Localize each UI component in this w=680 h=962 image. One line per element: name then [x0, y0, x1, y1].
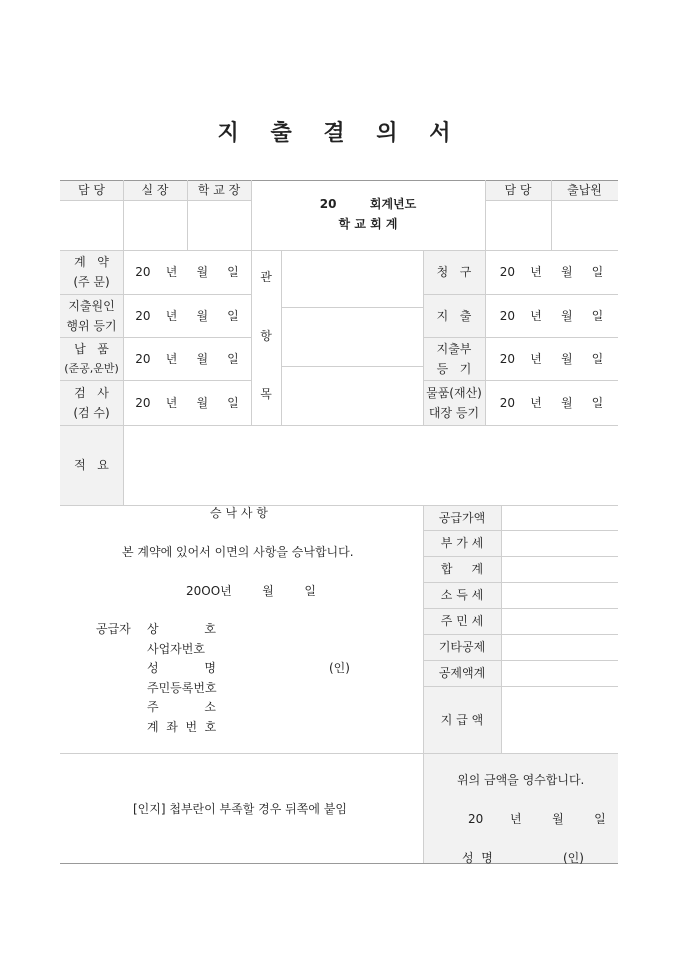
- category-hang: 항: [260, 329, 272, 343]
- amount-payment: 지 급 액: [440, 712, 484, 727]
- category-mok: 목: [260, 387, 272, 401]
- approval-header-charge: 담 당: [78, 183, 105, 197]
- field-address: 주 소: [147, 700, 216, 714]
- category-gwan: 관: [260, 270, 272, 284]
- field-seal: (인): [329, 661, 350, 675]
- row-label-claim: [423, 250, 485, 294]
- rule: [60, 200, 251, 201]
- date-inspection: 20 년 월 일: [135, 395, 239, 410]
- approval-date: 20OO년 월 일: [186, 584, 316, 598]
- row-label-ledger: [423, 337, 485, 380]
- fiscal-year: 20 회계년도: [319, 197, 417, 211]
- field-resident-number: 주민등록번호: [147, 681, 217, 695]
- date-claim: 20 년 월 일: [499, 265, 604, 279]
- rule: [60, 505, 618, 506]
- approval-statement: 본 계약에 있어서 이면의 사항을 승낙합니다.: [122, 545, 354, 559]
- amount-deduction-total: 공제액계: [438, 666, 486, 680]
- row-label-line: (주 문): [73, 275, 110, 289]
- rule: [501, 505, 502, 753]
- row-label-line: 납 품: [74, 341, 109, 356]
- row-label-line: (준공,운반): [64, 361, 119, 375]
- row-label-line: 물품(재산): [426, 385, 482, 400]
- row-label-line: (검 수): [73, 405, 110, 420]
- approval-heading: 승 낙 사 항: [210, 506, 268, 520]
- amount-income-tax: 소 득 세: [440, 588, 484, 602]
- rule: [60, 425, 618, 426]
- row-label-line: 행위 등기: [66, 318, 117, 333]
- approval-header-director: 실 장: [141, 183, 169, 197]
- row-label-inspection: [60, 380, 123, 425]
- receipt-bg: [423, 753, 618, 863]
- row-label-expenditure: [423, 294, 485, 337]
- row-label-line: 청 구: [436, 265, 472, 279]
- amount-vat: 부 가 세: [440, 536, 484, 550]
- date-expenditure: 20 년 월 일: [499, 308, 604, 323]
- receipt-date: 20 년 월 일: [468, 812, 606, 826]
- receipt-seal: (인): [563, 851, 584, 865]
- row-label-line: 계 약: [74, 255, 109, 269]
- amount-total: 합 계: [440, 562, 484, 576]
- row-label-line: 대장 등기: [428, 405, 480, 420]
- approval-header-charge-right: 담 당: [504, 183, 532, 197]
- field-business-number: 사업자번호: [147, 642, 205, 656]
- approval-header-cashier: 출납원: [567, 183, 602, 197]
- row-label-property-ledger: [423, 380, 485, 425]
- field-name: 성 명: [147, 661, 216, 675]
- supplier-label: 공급자: [96, 622, 131, 636]
- row-label-contract: [60, 250, 123, 294]
- row-label-delivery: [60, 337, 123, 380]
- field-account-number: 계 좌 번 호: [147, 720, 217, 734]
- date-expenditure-cause: 20 년 월 일: [135, 308, 239, 323]
- amount-resident-tax: 주 민 세: [440, 614, 484, 628]
- rule: [281, 250, 282, 425]
- date-property-ledger: 20 년 월 일: [499, 395, 604, 410]
- approval-header-principal: 학 교 장: [197, 183, 241, 197]
- date-ledger: 20 년 월 일: [499, 351, 604, 366]
- summary-label: 적 요: [74, 458, 109, 472]
- row-label-line: 등 기: [436, 361, 472, 376]
- amount-supply-value: 공급가액: [438, 510, 486, 525]
- receipt-name-label: 성 명: [462, 851, 493, 865]
- row-label-line: 지출부: [436, 341, 472, 356]
- rule: [281, 307, 423, 308]
- date-contract: 20 년 월 일: [135, 265, 239, 279]
- date-delivery: 20 년 월 일: [135, 351, 239, 366]
- row-label-expenditure-cause: [60, 294, 123, 337]
- row-label-line: 지 출: [436, 308, 472, 323]
- field-trade-name: 상 호: [147, 622, 216, 636]
- row-label-line: 지출원인: [68, 298, 115, 313]
- row-label-line: 검 사: [74, 385, 109, 400]
- rule: [60, 753, 618, 754]
- amount-other-deduction: 기타공제: [438, 640, 486, 654]
- school-account: 학 교 회 계: [338, 217, 398, 231]
- document-title: 지 출 결 의 서: [217, 121, 463, 146]
- rule: [60, 863, 618, 864]
- attachment-note: [인지] 첩부란이 부족할 경우 뒤쪽에 붙임: [133, 802, 347, 816]
- rule: [281, 366, 423, 367]
- receipt-statement: 위의 금액을 영수합니다.: [457, 773, 585, 787]
